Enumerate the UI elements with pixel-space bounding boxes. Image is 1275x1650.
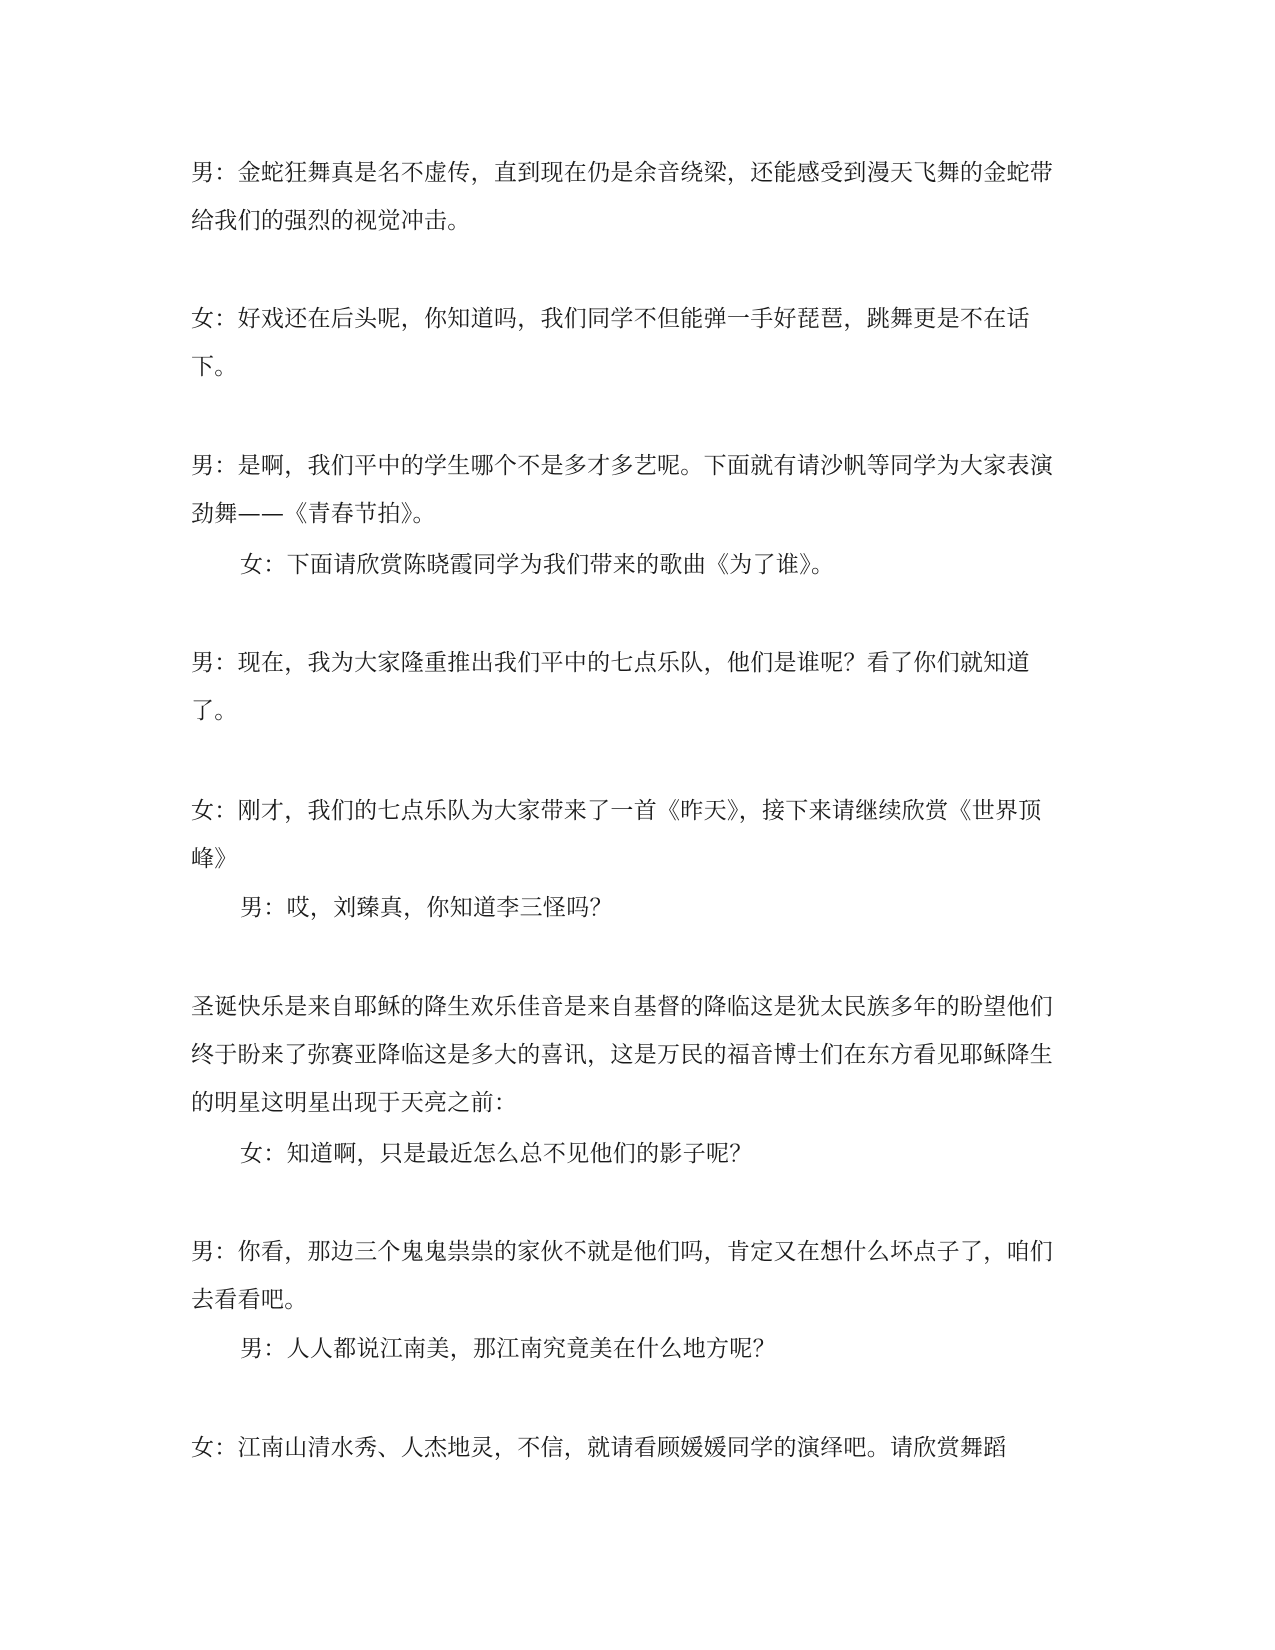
dialogue-paragraph: 男：哎，刘臻真，你知道李三怪吗？: [240, 895, 613, 921]
dialogue-paragraph: 女：江南山清水秀、人杰地灵，不信，就请看顾媛媛同学的演绎吧。请欣赏舞蹈: [191, 1435, 1007, 1461]
dialogue-paragraph: 男：你看，那边三个鬼鬼祟祟的家伙不就是他们吗，肯定又在想什么坏点子了，咱们去看看吧。: [191, 1239, 1054, 1313]
dialogue-paragraph: 男：金蛇狂舞真是名不虚传，直到现在仍是余音绕梁，还能感受到漫天飞舞的金蛇带给我们的强烈的视觉冲击。: [191, 160, 1054, 234]
dialogue-paragraph: 女：知道啊，只是最近怎么总不见他们的影子呢？: [240, 1141, 753, 1167]
dialogue-paragraph: 女：刚才，我们的七点乐队为大家带来了一首《昨天》，接下来请继续欣赏《世界顶峰》: [191, 798, 1042, 872]
dialogue-paragraph: 女：下面请欣赏陈晓霞同学为我们带来的歌曲《为了谁》。: [240, 552, 835, 578]
body-paragraph: 圣诞快乐是来自耶稣的降生欢乐佳音是来自基督的降临这是犹太民族多年的盼望他们终于盼来了弥赛亚降临这是多大的喜讯，这是万民的福音博士们在东方看见耶稣降生的明星这明星出现于天亮之前：: [191, 994, 1054, 1116]
dialogue-paragraph: 男：是啊，我们平中的学生哪个不是多才多艺呢。下面就有请沙帆等同学为大家表演劲舞——《青春节拍》。: [191, 453, 1054, 527]
dialogue-paragraph: 男：现在，我为大家隆重推出我们平中的七点乐队，他们是谁呢？看了你们就知道了。: [191, 650, 1030, 724]
dialogue-paragraph: 女：好戏还在后头呢，你知道吗，我们同学不但能弹一手好琵琶，跳舞更是不在话下。: [191, 306, 1030, 380]
dialogue-paragraph: 男：人人都说江南美，那江南究竟美在什么地方呢？: [240, 1336, 776, 1362]
